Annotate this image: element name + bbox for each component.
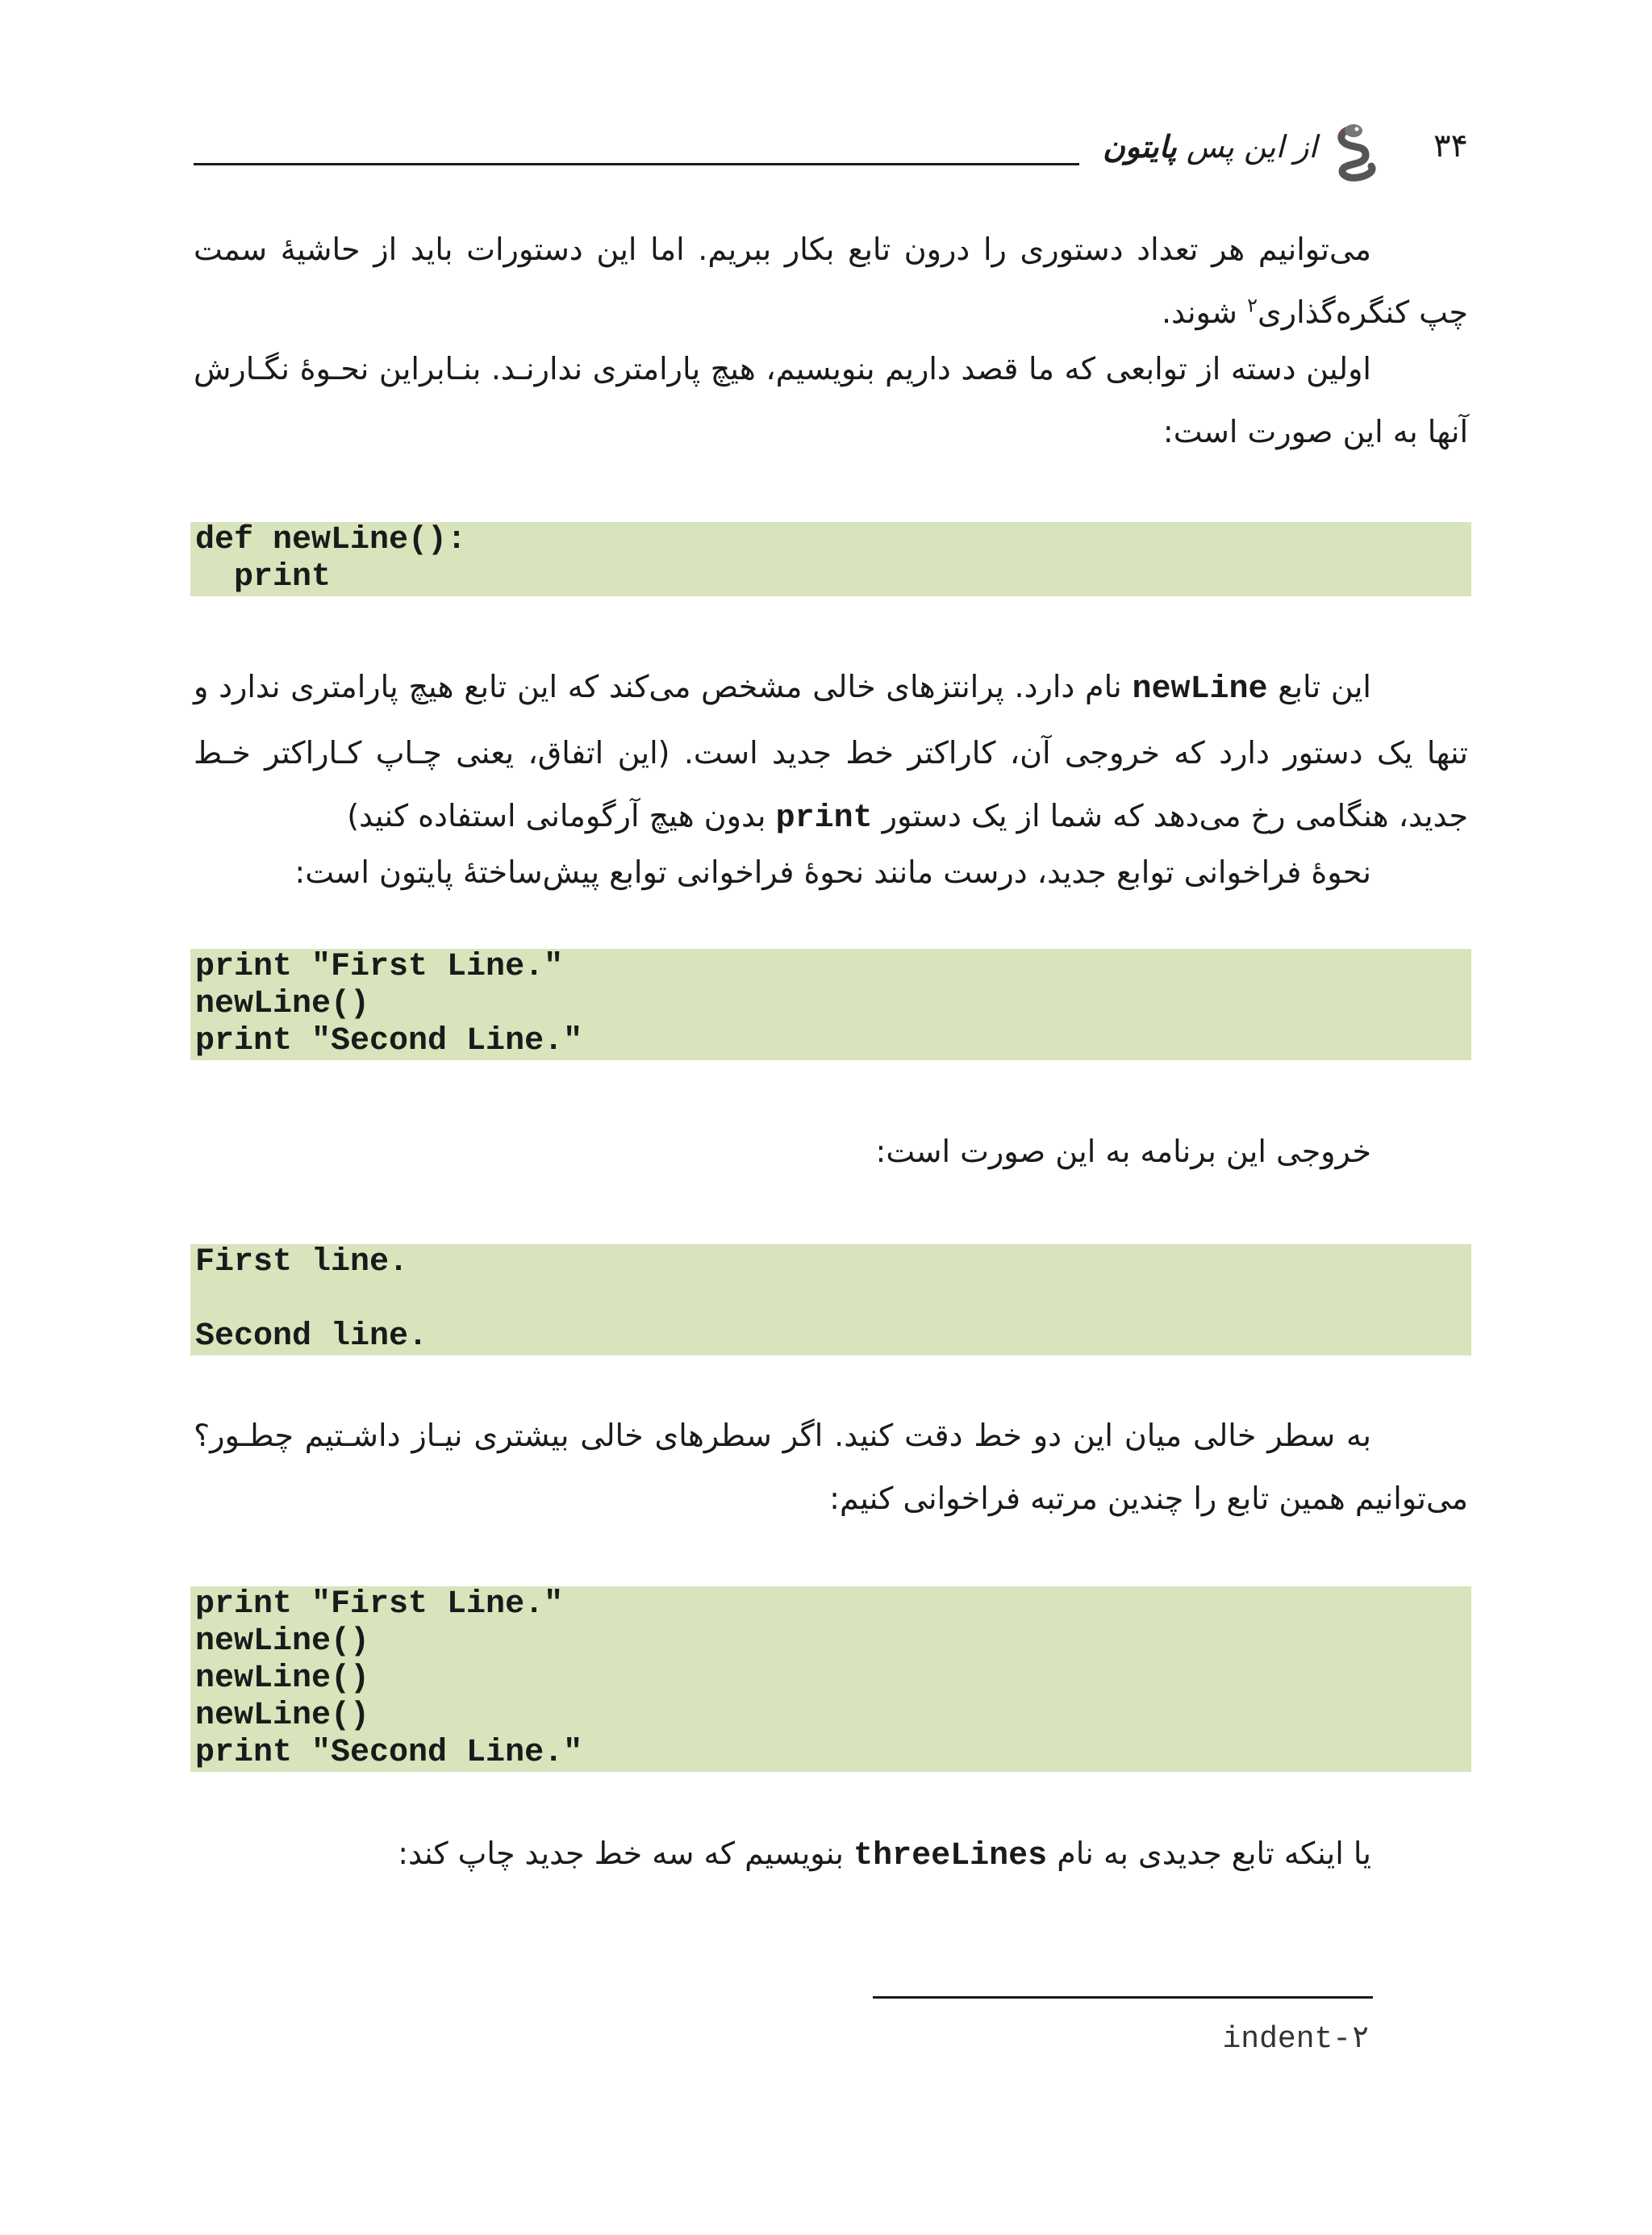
- paragraph-5: خروجی این برنامه به این صورت است:: [875, 1134, 1371, 1169]
- header-title-brand: پایتون: [1103, 129, 1177, 165]
- code-block-multiple-newline: [190, 1586, 1471, 1772]
- paragraph-7-text-a: یا اینکه تابع جدیدی به نام: [1047, 1836, 1371, 1871]
- paragraph-6: به سطر خالی میان این دو خط دقت کنید. اگر سطرهای خالی بیشتری نیـاز داشـتیم چطـور؟ می‌توانیم همین تابع را چندین مرتبه فراخوانی کنیم:: [194, 1418, 1468, 1516]
- running-header-title: [1103, 129, 1317, 165]
- paragraph-3-text-b: نام دارد. پرانتزهای خالی مشخص می‌کند که این تابع هیچ پارامتری ندارد و تنها یک دستور دارد که خروجی آن، کاراکتر خط جدید است. (این اتفاق، یعنی چـاپ کـاراکتر خـط جدید، هنگامی رخ می‌دهد که شما از یک دستور: [194, 669, 1468, 833]
- code-line: def newLine():: [195, 522, 467, 558]
- code-block-call-newline: [190, 949, 1471, 1060]
- code-line: print "Second Line.": [195, 1023, 583, 1059]
- paragraph-2: اولین دسته از توابعی که ما قصد داریم بنویسیم، هیچ پارامتری ندارنـد. بنـابراین نحـوهٔ نگـارش آنها به این صورت است:: [194, 351, 1468, 449]
- inline-code-newline: newLine: [1132, 671, 1268, 708]
- code-line: [195, 1281, 1466, 1318]
- header-rule: [194, 163, 1079, 165]
- code-line: First line.: [195, 1244, 409, 1280]
- paragraph-3: [194, 655, 1468, 850]
- code-line: print "First Line.": [195, 949, 564, 985]
- footnote-mark: ۲: [1247, 294, 1258, 317]
- page-number: ۳۴: [1433, 127, 1468, 165]
- paragraph-3-text-a: این تابع: [1267, 669, 1371, 704]
- code-line: Second line.: [195, 1318, 428, 1355]
- paragraph-1-end: شوند.: [1161, 295, 1248, 330]
- paragraph-1-text: می‌توانیم هر تعداد دستوری را درون تابع بکار ببریم. اما این دستورات باید از حاشیهٔ سمت چپ کنگره‌گذاری: [194, 232, 1468, 330]
- code-block-output: [190, 1244, 1471, 1356]
- paragraph-7: [194, 1822, 1468, 1888]
- code-line: newLine(): [195, 1698, 370, 1734]
- code-line: print "Second Line.": [195, 1735, 583, 1771]
- header-title-prefix: از این پس: [1176, 129, 1317, 165]
- paragraph-7-text-b: بنویسیم که سه خط جدید چاپ کند:: [398, 1836, 854, 1871]
- inline-code-threelines: threeLines: [853, 1838, 1048, 1874]
- code-line: newLine(): [195, 1623, 370, 1660]
- python-snake-icon: [1321, 121, 1386, 186]
- code-line: print: [195, 559, 332, 595]
- code-block-define-newline: [190, 522, 1471, 596]
- code-line: newLine(): [195, 1661, 370, 1697]
- footnote-rule: [873, 1996, 1373, 1999]
- paragraph-1: [194, 218, 1468, 344]
- paragraph-3-text-c: بدون هیچ آرگومانی استفاده کنید): [347, 798, 776, 833]
- code-line: print "First Line.": [195, 1586, 564, 1623]
- paragraph-4: نحوهٔ فراخوانی توابع جدید، درست مانند نحوهٔ فراخوانی توابع پیش‌ساختهٔ پایتون است:: [294, 854, 1371, 890]
- footnote-text: indent-۲: [1222, 2022, 1370, 2057]
- code-line: newLine(): [195, 986, 370, 1022]
- inline-code-print: print: [775, 800, 873, 837]
